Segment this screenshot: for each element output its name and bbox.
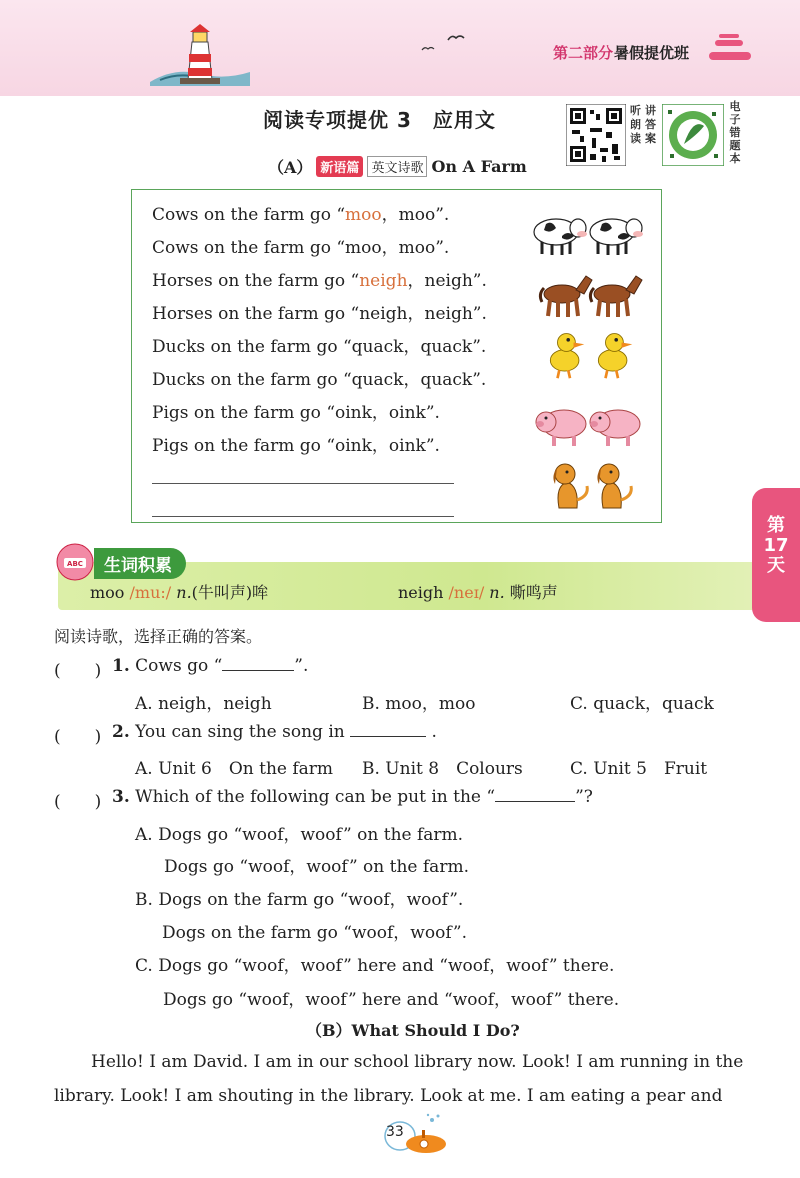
answer-paren[interactable]: ( ) bbox=[54, 727, 102, 747]
header-part-label: 第二部分 bbox=[553, 44, 614, 62]
question-2 bbox=[112, 722, 437, 742]
day-tab-bottom: 天 bbox=[767, 555, 785, 576]
poem-line bbox=[152, 266, 487, 291]
poem-line bbox=[152, 431, 440, 456]
vocab-entry-neigh: neigh /neɪ/ n. 嘶鸣声 bbox=[398, 583, 558, 602]
cow-picture bbox=[528, 208, 588, 258]
option-c-line-2: Dogs go “woof，woof” here and “woof，woof” there. bbox=[163, 990, 620, 1010]
option-a[interactable]: A. neigh，neigh bbox=[135, 694, 272, 714]
poem-line-text: ，neigh”. bbox=[407, 271, 487, 291]
qr-tag-char: 读 bbox=[630, 132, 641, 145]
vocab-pos: n. bbox=[176, 583, 192, 602]
poem-line-text: Pigs on the farm go “oink，oink”. bbox=[152, 403, 440, 423]
question-stem: Which of the following can be put in the “ bbox=[135, 787, 496, 807]
day-tab bbox=[752, 488, 800, 622]
section-b-heading bbox=[306, 1018, 520, 1041]
page-number: 33 bbox=[386, 1124, 404, 1140]
answer-paren[interactable]: ( ) bbox=[54, 661, 102, 681]
poem-line bbox=[152, 398, 440, 423]
question-stem-end: ”. bbox=[294, 656, 309, 676]
question-1 bbox=[112, 656, 308, 676]
section-a-title: On A Farm bbox=[431, 157, 527, 176]
section-b-title: What Should I Do? bbox=[351, 1021, 520, 1040]
highlight-word: moo bbox=[345, 205, 382, 225]
poem-line-text: ，moo”. bbox=[381, 205, 450, 225]
option-a[interactable]: A. Unit 6 On the farm bbox=[135, 759, 334, 779]
passage-line: Hello! I am David. I am in our school library now. Look! I am running in the bbox=[91, 1052, 744, 1072]
lighthouse-icon bbox=[150, 22, 250, 86]
wrongbook-label bbox=[726, 100, 744, 172]
qr-code-icon[interactable] bbox=[566, 104, 626, 166]
poem-line-text: Ducks on the farm go “quack，quack”. bbox=[152, 337, 487, 357]
qr-tag-char: 讲 bbox=[645, 104, 656, 117]
option-c[interactable] bbox=[135, 951, 614, 976]
question-3 bbox=[112, 787, 593, 807]
option-b[interactable]: B. moo，moo bbox=[362, 694, 476, 714]
duck-picture bbox=[588, 330, 648, 380]
option-letter: A. bbox=[135, 825, 153, 845]
qr-tag-char: 本 bbox=[729, 152, 741, 165]
day-tab-number: 17 bbox=[763, 535, 789, 556]
svg-text:ABC: ABC bbox=[67, 560, 83, 568]
vocab-pos: n. bbox=[489, 583, 505, 602]
qr-tag-char: 子 bbox=[729, 113, 741, 126]
vocab-ipa: neɪ bbox=[453, 583, 479, 602]
poem-box bbox=[131, 189, 662, 523]
qr-tag-char: 朗 bbox=[630, 118, 641, 131]
qr-tag-char: 电 bbox=[729, 100, 741, 113]
poem-line-text: Ducks on the farm go “quack，quack”. bbox=[152, 370, 487, 390]
passage-line: library. Look! I am shouting in the library. Look at me. I am eating a pear and bbox=[54, 1086, 723, 1106]
genre-badge: 英文诗歌 bbox=[367, 156, 427, 177]
day-tab-top: 第 bbox=[767, 515, 785, 536]
vocab-meaning: (牛叫声)哞 bbox=[191, 583, 269, 602]
poem-line-text: Cows on the farm go “moo，moo”. bbox=[152, 238, 450, 258]
vocab-word: neigh bbox=[398, 583, 444, 602]
option-letter: C. bbox=[135, 956, 153, 976]
highlight-word: neigh bbox=[359, 271, 408, 291]
poem-line bbox=[152, 233, 449, 258]
question-number: 3. bbox=[112, 787, 130, 807]
header-class-label: 暑假提优班 bbox=[614, 44, 690, 62]
option-line: Dogs on the farm go “woof，woof”. bbox=[158, 890, 464, 910]
poem-line-text: Pigs on the farm go “oink，oink”. bbox=[152, 436, 440, 456]
instruction-text: 阅读诗歌，选择正确的答案。 bbox=[54, 627, 263, 646]
question-stem: Cows go “ bbox=[135, 656, 223, 676]
header-decoration-icon bbox=[705, 34, 755, 68]
option-letter: B. bbox=[135, 890, 153, 910]
poem-line bbox=[152, 200, 449, 225]
vocab-word: moo bbox=[90, 583, 125, 602]
poem-line-text: Horses on the farm go “ bbox=[152, 271, 360, 291]
answer-blank-line[interactable] bbox=[152, 516, 454, 517]
qr-tag-char: 答 bbox=[645, 118, 656, 131]
option-line: Dogs go “woof，woof” here and “woof，woof” there. bbox=[158, 956, 615, 976]
section-b-label: （B） bbox=[306, 1021, 352, 1040]
question-stem: You can sing the song in bbox=[135, 722, 345, 742]
option-line: Dogs go “woof，woof” on the farm. bbox=[158, 825, 464, 845]
section-a-label: （A） bbox=[268, 158, 313, 177]
poem-line-text: Cows on the farm go “ bbox=[152, 205, 346, 225]
section-a-heading bbox=[268, 155, 527, 178]
question-stem-end: ”? bbox=[575, 787, 593, 807]
pig-picture bbox=[532, 400, 592, 450]
question-stem-end: . bbox=[431, 722, 437, 742]
option-b-line-2: Dogs on the farm go “woof，woof”. bbox=[162, 923, 467, 943]
vocab-tag: 生词积累 bbox=[94, 548, 186, 579]
qr-tag-char: 案 bbox=[645, 132, 656, 145]
option-a[interactable] bbox=[135, 820, 463, 845]
qr-tag-char: 题 bbox=[729, 139, 741, 152]
poem-line bbox=[152, 299, 487, 324]
option-b[interactable]: B. Unit 8 Colours bbox=[362, 759, 523, 779]
page-title: 阅读专项提优 3 应用文 bbox=[263, 108, 496, 132]
dog-picture bbox=[584, 460, 644, 510]
question-number: 2. bbox=[112, 722, 130, 742]
poem-line bbox=[152, 332, 486, 357]
fill-blank[interactable] bbox=[495, 787, 575, 802]
qr-tag-char: 错 bbox=[729, 126, 741, 139]
pig-picture bbox=[586, 400, 646, 450]
birds-icon bbox=[420, 30, 470, 54]
wrongbook-qr-icon[interactable] bbox=[662, 104, 724, 166]
vocab-ipa: mu: bbox=[134, 583, 166, 602]
qr-tag-char: 听 bbox=[630, 104, 641, 117]
cow-picture bbox=[584, 208, 644, 258]
question-number: 1. bbox=[112, 656, 130, 676]
poem-line-text: Horses on the farm go “neigh，neigh”. bbox=[152, 304, 487, 324]
horse-picture bbox=[586, 270, 646, 320]
fill-blank[interactable] bbox=[222, 656, 294, 671]
option-b[interactable] bbox=[135, 885, 463, 910]
answer-blank-line[interactable] bbox=[152, 483, 454, 484]
vocab-entry-moo: moo /mu:/ n.(牛叫声)哞 bbox=[90, 583, 269, 602]
answer-paren[interactable]: ( ) bbox=[54, 792, 102, 812]
poem-line bbox=[152, 365, 486, 390]
option-a-line-2: Dogs go “woof，woof” on the farm. bbox=[164, 857, 469, 877]
fill-blank[interactable] bbox=[350, 722, 426, 737]
new-text-badge: 新语篇 bbox=[316, 156, 363, 177]
vocab-meaning: 嘶鸣声 bbox=[509, 583, 558, 602]
qr-listen-label bbox=[628, 104, 658, 166]
piggy-bank-icon bbox=[54, 540, 96, 582]
option-c[interactable]: C. quack，quack bbox=[570, 694, 714, 714]
option-c[interactable]: C. Unit 5 Fruit bbox=[570, 759, 708, 779]
